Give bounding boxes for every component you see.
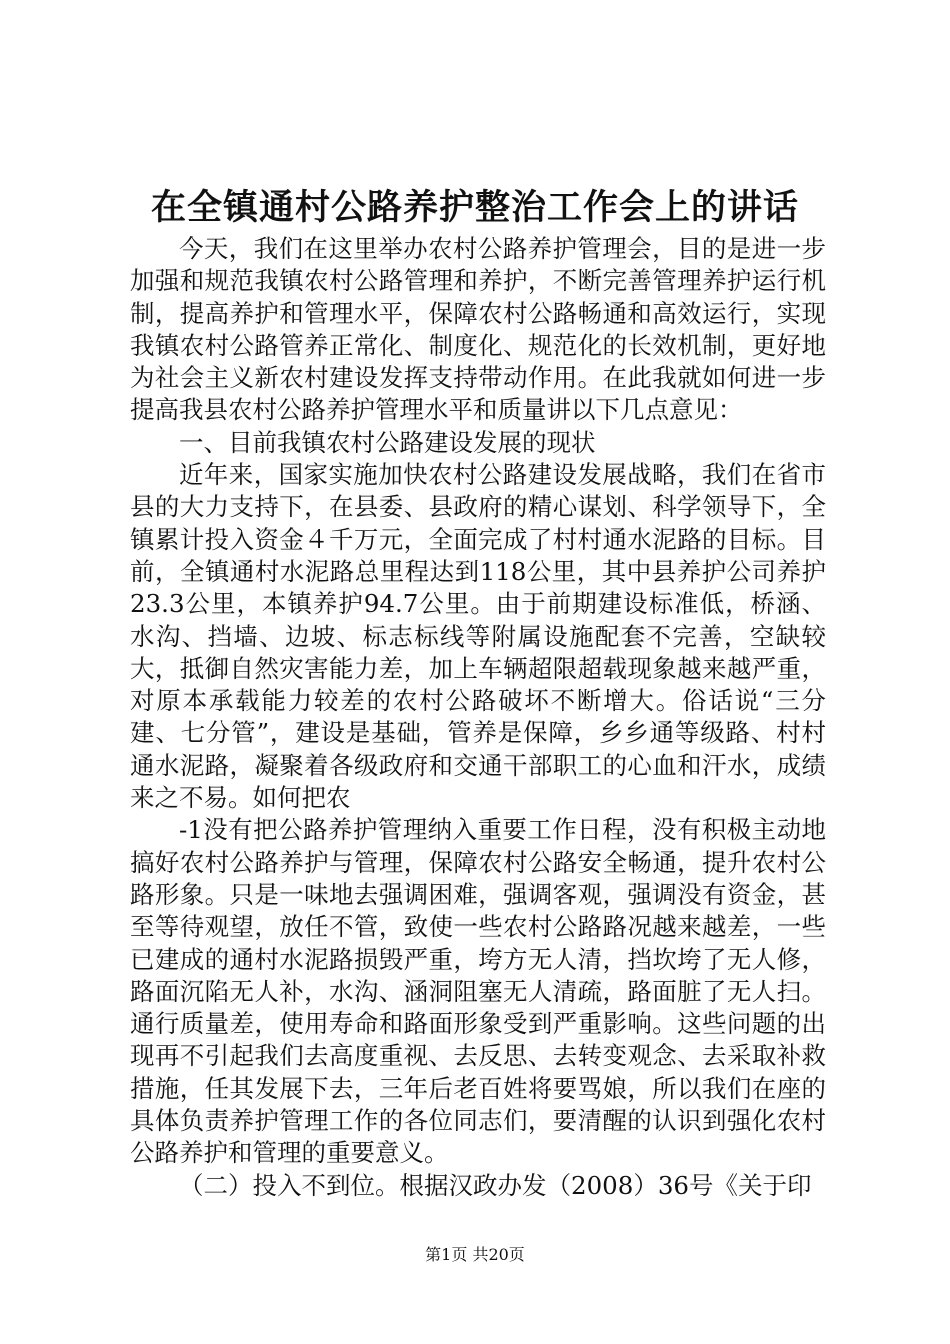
intro-paragraph: 今天，我们在这里举办农村公路养护管理会，目的是进一步加强和规范我镇农村公路管理和养护，不断完善管理养护运行机制，提高养护和管理水平，保障农村公路畅通和高效运行，实现我镇农村公路管养正常化、制度化、规范化的长效机制，更好地为社会主义新农村建设发挥支持带动作用。在此我就如何进一步提高我县农村公路养护管理水平和质量讲以下几点意见： — [130, 234, 826, 425]
status-paragraph: 近年来，国家实施加快农村公路建设发展战略，我们在省市县的大力支持下，在县委、县政府的精心谋划、科学领导下，全镇累计投入资金４千万元，全面完成了村村通水泥路的目标。目前，全镇通村水泥路总里程达到118公里，其中县养护公司养护23.3公里，本镇养护94.7公里。由于前期建设标准低，桥涵、水沟、挡墙、边坡、标志标线等附属设施配套不完善，空缺较大，抵御自然灾害能力差，加上车辆超限超载现象越来越严重，对原本承载能力较差的农村公路破坏不断增大。俗话说“三分建、七分管”，建设是基础，管养是保障，乡乡通等级路、村村通水泥路，凝聚着各级政府和交通干部职工的心血和汗水，成绩来之不易。如何把农 — [130, 460, 826, 813]
page-number-footer: 第1页 共20页 — [425, 1245, 525, 1264]
problem-paragraph: -1没有把公路养护管理纳入重要工作日程，没有积极主动地搞好农村公路养护与管理，保障农村公路安全畅通，提升农村公路形象。只是一味地去强调困难，强调客观，强调没有资金，甚至等待观望，放任不管，致使一些农村公路路况越来越差，一些已建成的通村水泥路损毁严重，垮方无人清，挡坎垮了无人修，路面沉陷无人补，水沟、涵洞阻塞无人清疏，路面脏了无人扫。通行质量差，使用寿命和路面形象受到严重影响。这些问题的出现再不引起我们去高度重视、去反思、去转变观念、去采取补救措施，任其发展下去，三年后老百姓将要骂娘，所以我们在座的具体负责养护管理工作的各位同志们，要清醒的认识到强化农村公路养护和管理的重要意义。 — [130, 815, 826, 1168]
investment-paragraph: （二）投入不到位。根据汉政办发（2008）36号《关于印 — [179, 1170, 812, 1200]
section-heading: 一、目前我镇农村公路建设发展的现状 — [179, 427, 596, 457]
document-body — [130, 233, 826, 1202]
document-title: 在全镇通村公路养护整治工作会上的讲话 — [150, 188, 799, 228]
